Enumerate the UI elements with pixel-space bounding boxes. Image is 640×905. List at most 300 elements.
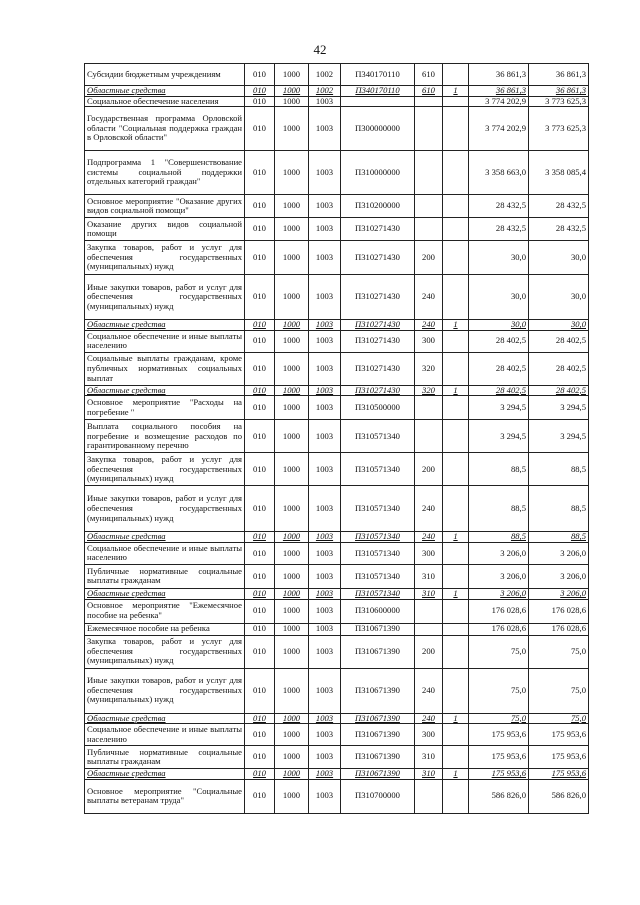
row-sum-2019-cell: 36 861,3 [469, 86, 529, 97]
row-name-cell: Социальные выплаты гражданам, кроме публичных нормативных социальных выплат [85, 352, 245, 385]
row-subsection-cell: 1003 [309, 420, 341, 453]
row-section-cell: 1000 [275, 64, 309, 86]
row-section-cell: 1000 [275, 588, 309, 599]
row-sum-2020-cell: 88,5 [529, 486, 589, 532]
row-subsection-cell: 1003 [309, 195, 341, 218]
row-section-cell: 1000 [275, 320, 309, 331]
row-sum-2020-cell: 3 358 085,4 [529, 151, 589, 195]
row-sum-2020-cell: 28 402,5 [529, 330, 589, 352]
table-row [85, 195, 589, 218]
row-expense-type-cell: 310 [415, 746, 443, 769]
row-target-article-cell: П310000000 [341, 151, 415, 195]
table-row [85, 107, 589, 151]
row-section-cell: 1000 [275, 420, 309, 453]
row-source-cell [443, 635, 469, 668]
row-name-cell: Публичные нормативные социальные выплаты гражданам [85, 564, 245, 588]
row-grbs-cell: 010 [245, 64, 275, 86]
row-target-article-cell: П310271430 [341, 320, 415, 331]
row-target-article-cell: П310671390 [341, 724, 415, 746]
row-grbs-cell: 010 [245, 486, 275, 532]
row-sum-2019-cell: 75,0 [469, 668, 529, 713]
row-source-cell [443, 241, 469, 275]
row-section-cell: 1000 [275, 746, 309, 769]
table-row [85, 564, 589, 588]
row-sum-2019-cell: 175 953,6 [469, 746, 529, 769]
row-source-cell [443, 195, 469, 218]
row-name-cell: Закупка товаров, работ и услуг для обеспечения государственных (муниципальных) нужд [85, 453, 245, 486]
row-sum-2020-cell: 3 206,0 [529, 564, 589, 588]
row-subsection-cell: 1003 [309, 396, 341, 420]
table-row [85, 396, 589, 420]
row-expense-type-cell: 240 [415, 668, 443, 713]
row-sum-2020-cell: 175 953,6 [529, 746, 589, 769]
row-sum-2019-cell: 3 774 202,9 [469, 107, 529, 151]
table-row [85, 779, 589, 813]
row-target-article-cell: П310271430 [341, 275, 415, 320]
row-section-cell: 1000 [275, 532, 309, 543]
row-sum-2019-cell: 36 861,3 [469, 64, 529, 86]
row-source-cell [443, 724, 469, 746]
row-source-cell [443, 151, 469, 195]
row-target-article-cell: П310500000 [341, 396, 415, 420]
row-source-cell [443, 64, 469, 86]
row-sum-2019-cell: 3 358 663,0 [469, 151, 529, 195]
table-row-regional-funds [85, 588, 589, 599]
row-subsection-cell: 1003 [309, 779, 341, 813]
row-name-cell: Закупка товаров, работ и услуг для обеспечения государственных (муниципальных) нужд [85, 241, 245, 275]
row-sum-2020-cell: 36 861,3 [529, 64, 589, 86]
row-source-cell [443, 779, 469, 813]
row-source-cell [443, 486, 469, 532]
row-sum-2019-cell: 3 294,5 [469, 420, 529, 453]
row-source-cell: 1 [443, 713, 469, 724]
row-section-cell: 1000 [275, 724, 309, 746]
row-subsection-cell: 1003 [309, 385, 341, 396]
row-grbs-cell: 010 [245, 746, 275, 769]
row-subsection-cell: 1003 [309, 769, 341, 780]
row-name-cell: Областные средства [85, 320, 245, 331]
table-row [85, 352, 589, 385]
row-subsection-cell: 1003 [309, 542, 341, 564]
row-expense-type-cell [415, 420, 443, 453]
row-grbs-cell: 010 [245, 385, 275, 396]
row-grbs-cell: 010 [245, 320, 275, 331]
row-subsection-cell: 1003 [309, 564, 341, 588]
table-row [85, 218, 589, 241]
row-sum-2020-cell: 176 028,6 [529, 599, 589, 623]
row-source-cell [443, 668, 469, 713]
row-grbs-cell: 010 [245, 151, 275, 195]
row-target-article-cell: П310671390 [341, 769, 415, 780]
row-sum-2019-cell: 176 028,6 [469, 599, 529, 623]
row-sum-2019-cell: 28 402,5 [469, 352, 529, 385]
row-sum-2019-cell: 28 432,5 [469, 195, 529, 218]
row-subsection-cell: 1003 [309, 713, 341, 724]
row-sum-2019-cell: 30,0 [469, 241, 529, 275]
row-target-article-cell: П310571340 [341, 588, 415, 599]
row-sum-2020-cell: 88,5 [529, 453, 589, 486]
page-number: 42 [313, 42, 327, 57]
row-sum-2020-cell: 175 953,6 [529, 724, 589, 746]
row-grbs-cell: 010 [245, 623, 275, 635]
row-section-cell: 1000 [275, 96, 309, 107]
row-sum-2020-cell: 36 861,3 [529, 86, 589, 97]
row-source-cell: 1 [443, 385, 469, 396]
row-source-cell [443, 218, 469, 241]
row-section-cell: 1000 [275, 623, 309, 635]
row-grbs-cell: 010 [245, 195, 275, 218]
row-expense-type-cell [415, 623, 443, 635]
row-sum-2019-cell: 175 953,6 [469, 724, 529, 746]
table-row [85, 746, 589, 769]
row-section-cell: 1000 [275, 635, 309, 668]
row-section-cell: 1000 [275, 713, 309, 724]
row-expense-type-cell [415, 96, 443, 107]
row-name-cell: Основное мероприятие "Ежемесячное пособие на ребенка" [85, 599, 245, 623]
row-grbs-cell: 010 [245, 564, 275, 588]
row-sum-2020-cell: 3 206,0 [529, 588, 589, 599]
row-section-cell: 1000 [275, 385, 309, 396]
row-target-article-cell [341, 96, 415, 107]
row-subsection-cell: 1003 [309, 623, 341, 635]
row-subsection-cell: 1003 [309, 352, 341, 385]
table-row [85, 668, 589, 713]
row-grbs-cell: 010 [245, 453, 275, 486]
row-subsection-cell: 1003 [309, 635, 341, 668]
row-source-cell [443, 275, 469, 320]
table-row-regional-funds [85, 769, 589, 780]
row-name-cell: Публичные нормативные социальные выплаты гражданам [85, 746, 245, 769]
table-row [85, 635, 589, 668]
row-source-cell [443, 453, 469, 486]
table-row [85, 64, 589, 86]
row-target-article-cell: П310571340 [341, 564, 415, 588]
table-row-regional-funds [85, 320, 589, 331]
table-row [85, 599, 589, 623]
row-sum-2020-cell: 28 432,5 [529, 218, 589, 241]
row-source-cell [443, 96, 469, 107]
row-subsection-cell: 1003 [309, 96, 341, 107]
row-expense-type-cell: 240 [415, 532, 443, 543]
row-source-cell [443, 420, 469, 453]
row-source-cell: 1 [443, 532, 469, 543]
row-sum-2019-cell: 28 432,5 [469, 218, 529, 241]
table-row-regional-funds [85, 713, 589, 724]
row-target-article-cell: П340170110 [341, 64, 415, 86]
row-expense-type-cell: 610 [415, 86, 443, 97]
row-expense-type-cell: 310 [415, 564, 443, 588]
row-sum-2019-cell: 3 206,0 [469, 564, 529, 588]
row-sum-2020-cell: 175 953,6 [529, 769, 589, 780]
row-target-article-cell: П310671390 [341, 668, 415, 713]
row-expense-type-cell: 310 [415, 769, 443, 780]
row-section-cell: 1000 [275, 486, 309, 532]
row-name-cell: Областные средства [85, 385, 245, 396]
table-row-regional-funds [85, 385, 589, 396]
row-subsection-cell: 1003 [309, 218, 341, 241]
row-sum-2020-cell: 28 402,5 [529, 385, 589, 396]
row-sum-2020-cell: 176 028,6 [529, 623, 589, 635]
row-expense-type-cell [415, 396, 443, 420]
row-section-cell: 1000 [275, 241, 309, 275]
row-grbs-cell: 010 [245, 779, 275, 813]
row-sum-2020-cell: 30,0 [529, 320, 589, 331]
row-target-article-cell: П310671390 [341, 713, 415, 724]
row-name-cell: Социальное обеспечение и иные выплаты населению [85, 542, 245, 564]
row-sum-2019-cell: 75,0 [469, 635, 529, 668]
row-name-cell: Оказание других видов социальной помощи [85, 218, 245, 241]
row-target-article-cell: П310271430 [341, 241, 415, 275]
row-section-cell: 1000 [275, 668, 309, 713]
row-section-cell: 1000 [275, 396, 309, 420]
row-expense-type-cell: 200 [415, 453, 443, 486]
row-section-cell: 1000 [275, 151, 309, 195]
row-subsection-cell: 1003 [309, 724, 341, 746]
row-grbs-cell: 010 [245, 724, 275, 746]
row-section-cell: 1000 [275, 352, 309, 385]
row-expense-type-cell [415, 195, 443, 218]
row-source-cell [443, 107, 469, 151]
row-section-cell: 1000 [275, 218, 309, 241]
row-subsection-cell: 1003 [309, 453, 341, 486]
row-section-cell: 1000 [275, 779, 309, 813]
table-row [85, 96, 589, 107]
row-sum-2020-cell: 75,0 [529, 713, 589, 724]
row-subsection-cell: 1003 [309, 588, 341, 599]
row-target-article-cell: П300000000 [341, 107, 415, 151]
row-name-cell: Субсидии бюджетным учреждениям [85, 64, 245, 86]
row-target-article-cell: П310671390 [341, 623, 415, 635]
row-grbs-cell: 010 [245, 241, 275, 275]
row-section-cell: 1000 [275, 275, 309, 320]
row-sum-2019-cell: 88,5 [469, 486, 529, 532]
budget-table [84, 63, 589, 814]
table-row-regional-funds [85, 86, 589, 97]
row-target-article-cell: П310271430 [341, 330, 415, 352]
row-expense-type-cell: 320 [415, 352, 443, 385]
row-target-article-cell: П310571340 [341, 420, 415, 453]
row-source-cell: 1 [443, 86, 469, 97]
row-grbs-cell: 010 [245, 668, 275, 713]
row-target-article-cell: П310571340 [341, 532, 415, 543]
row-expense-type-cell [415, 779, 443, 813]
row-sum-2020-cell: 586 826,0 [529, 779, 589, 813]
row-subsection-cell: 1003 [309, 320, 341, 331]
row-subsection-cell: 1003 [309, 241, 341, 275]
row-expense-type-cell: 610 [415, 64, 443, 86]
row-subsection-cell: 1002 [309, 64, 341, 86]
table-row-regional-funds [85, 532, 589, 543]
row-subsection-cell: 1003 [309, 532, 341, 543]
row-source-cell: 1 [443, 320, 469, 331]
row-target-article-cell: П310571340 [341, 453, 415, 486]
row-expense-type-cell: 240 [415, 275, 443, 320]
row-grbs-cell: 010 [245, 275, 275, 320]
table-row [85, 724, 589, 746]
table-row [85, 420, 589, 453]
table-row [85, 275, 589, 320]
table-row [85, 330, 589, 352]
row-expense-type-cell [415, 151, 443, 195]
row-sum-2020-cell: 30,0 [529, 275, 589, 320]
table-row [85, 623, 589, 635]
row-name-cell: Основное мероприятие "Расходы на погребение " [85, 396, 245, 420]
row-target-article-cell: П310571340 [341, 542, 415, 564]
row-grbs-cell: 010 [245, 713, 275, 724]
row-section-cell: 1000 [275, 453, 309, 486]
row-target-article-cell: П310671390 [341, 746, 415, 769]
row-source-cell [443, 623, 469, 635]
row-name-cell: Ежемесячное пособие на ребенка [85, 623, 245, 635]
row-sum-2020-cell: 75,0 [529, 635, 589, 668]
row-expense-type-cell [415, 107, 443, 151]
table-row [85, 151, 589, 195]
row-source-cell [443, 599, 469, 623]
row-subsection-cell: 1002 [309, 86, 341, 97]
row-sum-2019-cell: 175 953,6 [469, 769, 529, 780]
row-grbs-cell: 010 [245, 599, 275, 623]
row-name-cell: Выплата социального пособия на погребение и возмещение расходов по гарантированному перечню [85, 420, 245, 453]
row-name-cell: Основное мероприятие "Оказание других видов социальной помощи" [85, 195, 245, 218]
row-name-cell: Основное мероприятие "Социальные выплаты ветеранам труда" [85, 779, 245, 813]
row-sum-2019-cell: 28 402,5 [469, 385, 529, 396]
row-sum-2019-cell: 30,0 [469, 275, 529, 320]
row-sum-2020-cell: 3 294,5 [529, 420, 589, 453]
row-expense-type-cell [415, 599, 443, 623]
row-expense-type-cell: 240 [415, 486, 443, 532]
table-row [85, 241, 589, 275]
row-sum-2020-cell: 30,0 [529, 241, 589, 275]
row-grbs-cell: 010 [245, 218, 275, 241]
row-grbs-cell: 010 [245, 542, 275, 564]
row-expense-type-cell: 310 [415, 588, 443, 599]
row-section-cell: 1000 [275, 542, 309, 564]
row-source-cell: 1 [443, 588, 469, 599]
row-subsection-cell: 1003 [309, 275, 341, 320]
row-expense-type-cell: 240 [415, 713, 443, 724]
row-grbs-cell: 010 [245, 420, 275, 453]
row-grbs-cell: 010 [245, 96, 275, 107]
row-sum-2020-cell: 75,0 [529, 668, 589, 713]
row-source-cell [443, 564, 469, 588]
row-expense-type-cell: 300 [415, 542, 443, 564]
row-grbs-cell: 010 [245, 396, 275, 420]
row-expense-type-cell: 200 [415, 635, 443, 668]
row-subsection-cell: 1003 [309, 486, 341, 532]
row-sum-2019-cell: 3 206,0 [469, 588, 529, 599]
row-target-article-cell: П310271430 [341, 218, 415, 241]
row-grbs-cell: 010 [245, 635, 275, 668]
row-sum-2020-cell: 28 402,5 [529, 352, 589, 385]
row-grbs-cell: 010 [245, 86, 275, 97]
row-subsection-cell: 1003 [309, 330, 341, 352]
row-subsection-cell: 1003 [309, 599, 341, 623]
row-name-cell: Социальное обеспечение и иные выплаты населению [85, 724, 245, 746]
row-sum-2019-cell: 3 294,5 [469, 396, 529, 420]
row-sum-2019-cell: 88,5 [469, 532, 529, 543]
row-grbs-cell: 010 [245, 352, 275, 385]
row-sum-2019-cell: 75,0 [469, 713, 529, 724]
row-name-cell: Иные закупки товаров, работ и услуг для обеспечения государственных (муниципальных) нужд [85, 668, 245, 713]
row-name-cell: Иные закупки товаров, работ и услуг для обеспечения государственных (муниципальных) нужд [85, 275, 245, 320]
row-source-cell [443, 746, 469, 769]
row-sum-2020-cell: 3 773 625,3 [529, 107, 589, 151]
row-source-cell [443, 352, 469, 385]
row-name-cell: Областные средства [85, 86, 245, 97]
row-name-cell: Государственная программа Орловской области "Социальная поддержка граждан в Орловской области" [85, 107, 245, 151]
row-expense-type-cell: 300 [415, 330, 443, 352]
row-target-article-cell: П310671390 [341, 635, 415, 668]
row-name-cell: Областные средства [85, 588, 245, 599]
row-grbs-cell: 010 [245, 330, 275, 352]
row-expense-type-cell [415, 218, 443, 241]
row-section-cell: 1000 [275, 769, 309, 780]
row-sum-2019-cell: 30,0 [469, 320, 529, 331]
row-grbs-cell: 010 [245, 532, 275, 543]
row-grbs-cell: 010 [245, 107, 275, 151]
table-body [85, 64, 589, 814]
row-grbs-cell: 010 [245, 588, 275, 599]
row-name-cell: Областные средства [85, 532, 245, 543]
row-sum-2020-cell: 88,5 [529, 532, 589, 543]
row-sum-2020-cell: 28 432,5 [529, 195, 589, 218]
row-name-cell: Закупка товаров, работ и услуг для обеспечения государственных (муниципальных) нужд [85, 635, 245, 668]
row-expense-type-cell: 200 [415, 241, 443, 275]
row-name-cell: Подпрограмма 1 "Совершенствование системы социальной поддержки отдельных категорий граждан" [85, 151, 245, 195]
row-subsection-cell: 1003 [309, 668, 341, 713]
table-row [85, 453, 589, 486]
row-expense-type-cell: 300 [415, 724, 443, 746]
row-expense-type-cell: 320 [415, 385, 443, 396]
row-section-cell: 1000 [275, 107, 309, 151]
row-target-article-cell: П310600000 [341, 599, 415, 623]
row-subsection-cell: 1003 [309, 151, 341, 195]
row-target-article-cell: П310271430 [341, 352, 415, 385]
table-row [85, 542, 589, 564]
row-sum-2019-cell: 3 774 202,9 [469, 96, 529, 107]
row-sum-2019-cell: 88,5 [469, 453, 529, 486]
row-source-cell [443, 396, 469, 420]
row-target-article-cell: П310571340 [341, 486, 415, 532]
row-sum-2019-cell: 586 826,0 [469, 779, 529, 813]
row-name-cell: Областные средства [85, 713, 245, 724]
row-name-cell: Иные закупки товаров, работ и услуг для обеспечения государственных (муниципальных) нужд [85, 486, 245, 532]
row-name-cell: Социальное обеспечение и иные выплаты населению [85, 330, 245, 352]
row-source-cell [443, 542, 469, 564]
row-sum-2019-cell: 28 402,5 [469, 330, 529, 352]
row-source-cell [443, 330, 469, 352]
table-row [85, 486, 589, 532]
row-target-article-cell: П310271430 [341, 385, 415, 396]
row-grbs-cell: 010 [245, 769, 275, 780]
row-section-cell: 1000 [275, 195, 309, 218]
row-source-cell: 1 [443, 769, 469, 780]
row-section-cell: 1000 [275, 86, 309, 97]
row-section-cell: 1000 [275, 599, 309, 623]
row-subsection-cell: 1003 [309, 107, 341, 151]
row-name-cell: Областные средства [85, 769, 245, 780]
row-subsection-cell: 1003 [309, 746, 341, 769]
row-expense-type-cell: 240 [415, 320, 443, 331]
row-sum-2019-cell: 176 028,6 [469, 623, 529, 635]
row-sum-2019-cell: 3 206,0 [469, 542, 529, 564]
row-sum-2020-cell: 3 294,5 [529, 396, 589, 420]
row-sum-2020-cell: 3 206,0 [529, 542, 589, 564]
row-target-article-cell: П340170110 [341, 86, 415, 97]
row-section-cell: 1000 [275, 330, 309, 352]
row-target-article-cell: П310700000 [341, 779, 415, 813]
row-section-cell: 1000 [275, 564, 309, 588]
